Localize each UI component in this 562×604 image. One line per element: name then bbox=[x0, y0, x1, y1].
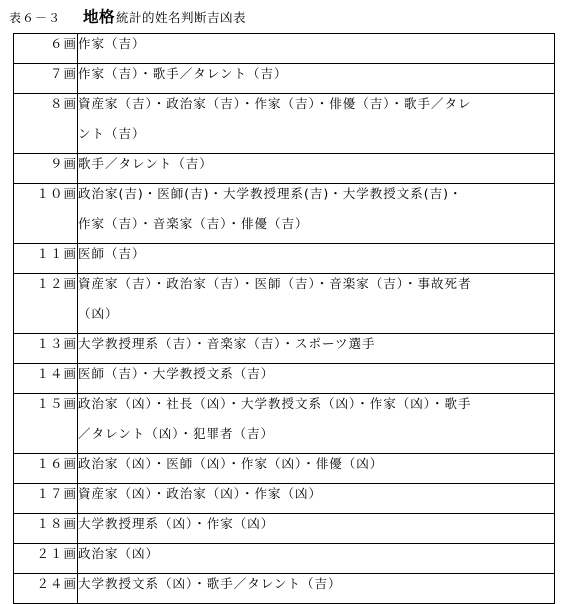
occupation-cell bbox=[78, 274, 555, 334]
occupation-text-line: 資産家（吉）・政治家（吉）・医師（吉）・音楽家（吉）・事故死者 bbox=[78, 276, 472, 291]
occupation-text-line: 資産家（吉）・政治家（吉）・作家（吉）・俳優（吉）・歌手／タレ bbox=[78, 96, 472, 111]
table-row bbox=[14, 154, 555, 184]
occupation-text-line: 政治家（凶） bbox=[78, 546, 160, 561]
table-row bbox=[14, 64, 555, 94]
stroke-count-cell: １８画 bbox=[14, 514, 78, 544]
stroke-count-cell: ２４画 bbox=[14, 574, 78, 604]
caption-number: 表６－３ bbox=[9, 11, 62, 25]
table-row bbox=[14, 484, 555, 514]
occupation-cell bbox=[78, 454, 555, 484]
occupation-cell bbox=[78, 34, 555, 64]
occupation-text-line: 医師（吉） bbox=[78, 246, 146, 261]
occupation-cell bbox=[78, 244, 555, 274]
occupation-text-line: 作家（吉）・音楽家（吉）・俳優（吉） bbox=[78, 216, 309, 231]
stroke-count-cell: １５画 bbox=[14, 394, 78, 454]
fortune-table bbox=[13, 33, 555, 604]
table-row bbox=[14, 514, 555, 544]
occupation-cell bbox=[78, 544, 555, 574]
occupation-cell bbox=[78, 514, 555, 544]
stroke-count-cell: １１画 bbox=[14, 244, 78, 274]
occupation-text-line: 作家（吉）・歌手／タレント（吉） bbox=[78, 66, 288, 81]
occupation-cell bbox=[78, 94, 555, 154]
table-row bbox=[14, 184, 555, 244]
stroke-count-cell: ６画 bbox=[14, 34, 78, 64]
table-row bbox=[14, 334, 555, 364]
table-row bbox=[14, 244, 555, 274]
stroke-count-cell: ２１画 bbox=[14, 544, 78, 574]
occupation-text-line: （凶） bbox=[78, 306, 119, 321]
table-row bbox=[14, 574, 555, 604]
caption-title: 地格 bbox=[83, 8, 116, 26]
occupation-cell bbox=[78, 364, 555, 394]
occupation-text-line: 政治家(吉)・医師(吉)・大学教授理系(吉)・大学教授文系(吉)・ bbox=[78, 186, 463, 201]
occupation-cell bbox=[78, 484, 555, 514]
occupation-cell bbox=[78, 154, 555, 184]
caption-subtitle: 統計的姓名判断吉凶表 bbox=[116, 10, 247, 25]
stroke-count-cell: １３画 bbox=[14, 334, 78, 364]
occupation-text-line: 大学教授理系（吉）・音楽家（吉）・スポーツ選手 bbox=[78, 336, 376, 351]
occupation-cell bbox=[78, 394, 555, 454]
occupation-text-line: 大学教授理系（凶）・作家（凶） bbox=[78, 516, 275, 531]
occupation-text-line: ント（吉） bbox=[78, 126, 146, 141]
table-row bbox=[14, 364, 555, 394]
stroke-count-cell: ７画 bbox=[14, 64, 78, 94]
occupation-cell bbox=[78, 184, 555, 244]
table-row bbox=[14, 394, 555, 454]
occupation-text-line: ／タレント（凶）・犯罪者（吉） bbox=[78, 426, 274, 441]
stroke-count-cell: １４画 bbox=[14, 364, 78, 394]
occupation-cell bbox=[78, 334, 555, 364]
stroke-count-cell: １６画 bbox=[14, 454, 78, 484]
occupation-text-line: 大学教授文系（凶）・歌手／タレント（吉） bbox=[78, 576, 342, 591]
table-row bbox=[14, 544, 555, 574]
occupation-text-line: 医師（吉）・大学教授文系（吉） bbox=[78, 366, 275, 381]
table-row bbox=[14, 34, 555, 64]
occupation-text-line: 資産家（凶）・政治家（凶）・作家（凶） bbox=[78, 486, 323, 501]
table-row bbox=[14, 274, 555, 334]
occupation-cell bbox=[78, 574, 555, 604]
occupation-text-line: 歌手／タレント（吉） bbox=[78, 156, 213, 171]
table-body bbox=[14, 34, 555, 604]
table-row bbox=[14, 94, 555, 154]
stroke-count-cell: １２画 bbox=[14, 274, 78, 334]
table-caption bbox=[9, 5, 246, 29]
table-row bbox=[14, 454, 555, 484]
stroke-count-cell: ８画 bbox=[14, 94, 78, 154]
stroke-count-cell: ９画 bbox=[14, 154, 78, 184]
stroke-count-cell: １０画 bbox=[14, 184, 78, 244]
stroke-count-cell: １７画 bbox=[14, 484, 78, 514]
occupation-text-line: 政治家（凶）・社長（凶）・大学教授文系（凶）・作家（凶）・歌手 bbox=[78, 396, 472, 411]
occupation-text-line: 政治家（凶）・医師（凶）・作家（凶）・俳優（凶） bbox=[78, 456, 384, 471]
occupation-cell bbox=[78, 64, 555, 94]
occupation-text-line: 作家（吉） bbox=[78, 36, 146, 51]
